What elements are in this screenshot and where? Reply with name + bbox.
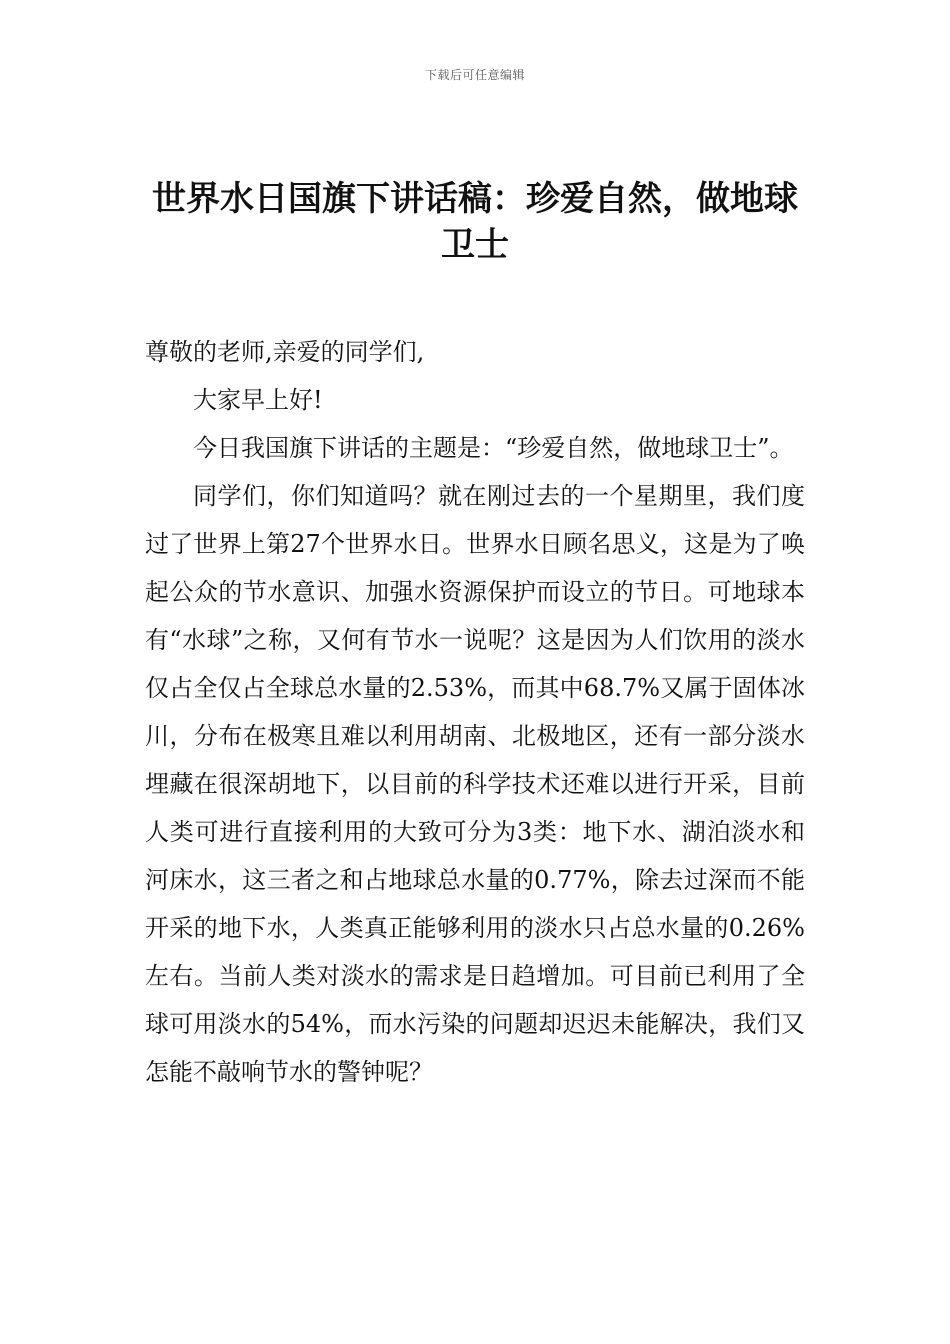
speech-body [145, 328, 805, 1096]
greeting: 大家早上好! [193, 386, 323, 414]
paragraph-theme: 今日我国旗下讲话的主题是：“珍爱自然，做地球卫士”。 [193, 434, 794, 462]
paragraph-water-facts: 同学们，你们知道吗？就在刚过去的一个星期里，我们度过了世界上第27个世界水日。世界水日顾名思义，这是为了唤起公众的节水意识、加强水资源保护而设立的节日。可地球本有“水球”之称，又何有节水一说呢？这是因为人们饮用的淡水仅占全仅占全球总水量的2.53%，而其中68.7%又属于固体冰川，分布在极寒且难以利用胡南、北极地区，还有一部分淡水埋藏在很深胡地下，以目前的科学技术还难以进行开采，目前人类可进行直接利用的大致可分为3类：地下水、湖泊淡水和河床水，这三者之和占地球总水量的0.77%，除去过深而不能开采的地下水，人类真正能够利用的淡水只占总水量的0.26%左右。当前人类对淡水的需求是日趋增加。可目前已利用了全球可用淡水的54%，而水污染的问题却迟迟未能解决，我们又怎能不敲响节水的警钟呢？ [145, 482, 805, 1086]
header-note: 下载后可任意编辑 [424, 68, 525, 82]
page-title: 世界水日国旗下讲话稿：珍爱自然，做地球卫士 [152, 179, 798, 265]
salutation: 尊敬的老师,亲爱的同学们, [145, 338, 425, 366]
